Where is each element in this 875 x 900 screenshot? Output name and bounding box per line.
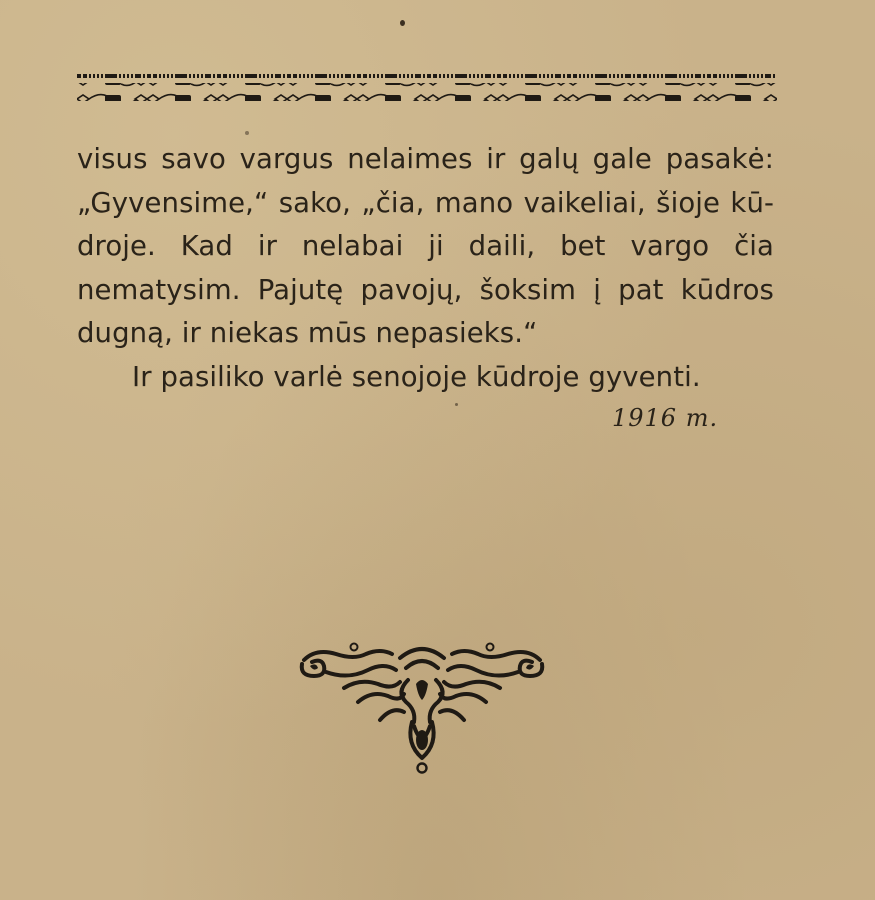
ink-speck	[400, 20, 405, 26]
ink-speck	[245, 131, 249, 135]
text-line-3: droje. Kad ir nelabai ji daili, bet vargo čia	[77, 230, 774, 262]
ornamental-border-icon	[77, 72, 777, 104]
date-signature: 1916 m.	[612, 404, 719, 432]
text-line-1: visus savo vargus nelaimes ir galų gale pasakė:	[77, 143, 774, 175]
story-text	[77, 138, 774, 399]
ink-speck	[455, 403, 458, 406]
floral-vignette-icon	[296, 640, 548, 775]
text-line-6: Ir pasiliko varlė senojoje kūdroje gyventi.	[132, 360, 701, 393]
text-line-4: nematysim. Pajutę pavojų, šoksim į pat kūdros	[77, 273, 774, 306]
text-line-5: dugną, ir niekas mūs nepasieks.“	[77, 317, 538, 349]
text-line-2: „Gyvensime,“ sako, „čia, mano vaikeliai, šioje kū-	[77, 186, 774, 219]
